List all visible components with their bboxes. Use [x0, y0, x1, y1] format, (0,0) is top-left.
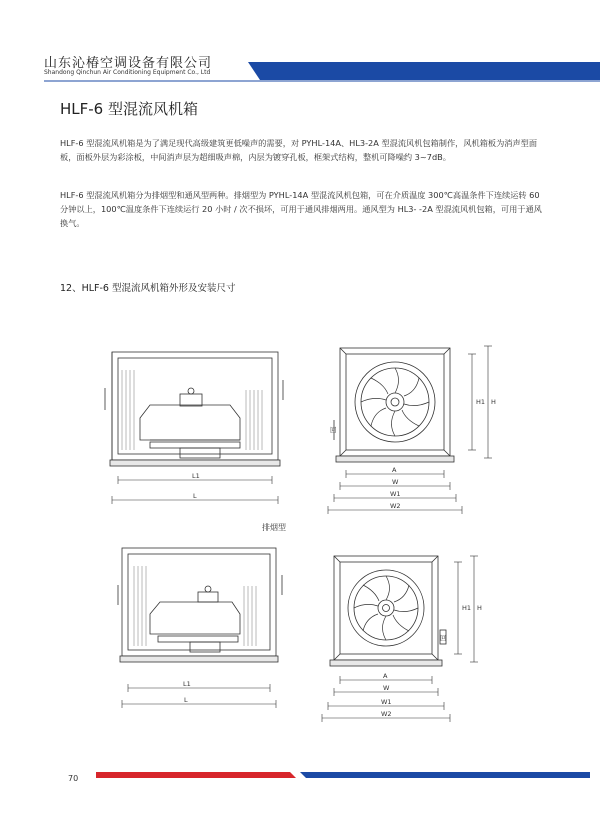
side-view-bottom-dims	[122, 684, 276, 708]
side-view-bottom	[118, 548, 282, 662]
header-stripe	[44, 62, 600, 81]
side-view-top	[105, 352, 283, 466]
dim-H-top: H	[491, 398, 496, 406]
dim-L-bottom: L	[184, 696, 188, 704]
page-title: HLF-6 型混流风机箱	[60, 100, 198, 118]
dim-H1-top: H1	[476, 398, 486, 406]
dim-W-bottom: W	[383, 684, 390, 692]
dim-W1-bottom: W1	[381, 698, 392, 706]
page-number: 70	[68, 774, 79, 783]
dim-W1-top: W1	[390, 490, 401, 498]
footer-stripe	[96, 772, 590, 778]
company-name-en: Shandong Qinchun Air Conditioning Equipment Co., Ltd	[44, 69, 211, 76]
section-title: 12、HLF-6 型混流风机箱外形及安装尺寸	[60, 283, 236, 294]
dim-L1-bottom: L1	[183, 680, 191, 688]
figure-caption: 排烟型	[262, 523, 286, 532]
dim-H-bottom: H	[477, 604, 482, 612]
paragraph-types: HLF-6 型混流风机箱分为排烟型和通风型两种。排烟型为 PYHL-14A 型混流风机包箱，可在介质温度 300℃高温条件下连续运转 60 分钟以上，100℃温度条件下连续运行 20 小时 / 次不损坏，可用于通风排烟两用。通风型为 HL3- -2A 型混流风机包箱，可用于通风换气。	[60, 190, 542, 228]
dim-A-bottom: A	[383, 672, 388, 680]
dim-W2-bottom: W2	[381, 710, 392, 718]
dim-W2-top: W2	[390, 502, 401, 510]
dim-L-top: L	[193, 492, 197, 500]
front-view-bottom-dims	[322, 556, 478, 722]
side-label-top: 回	[330, 426, 337, 434]
dim-A-top: A	[392, 466, 397, 474]
dim-L1-top: L1	[192, 472, 200, 480]
dim-H1-bottom: H1	[462, 604, 472, 612]
front-view-top	[334, 348, 454, 462]
company-name-cn: 山东沁椿空调设备有限公司	[44, 56, 213, 71]
dim-W-top: W	[392, 478, 399, 486]
paragraph-intro: HLF-6 型混流风机箱是为了满足现代高级建筑更低噪声的需要，对 PYHL-14A、HL3-2A 型混流风机包箱制作，风机箱板为消声型面板，面板外层为彩涂板，中间消声层为超细吸声棉，内层为镀穿孔板，框架式结构，整机可降噪约 3~7dB。	[60, 138, 538, 162]
side-label-bottom: 回	[440, 634, 447, 642]
front-view-bottom	[330, 556, 446, 666]
